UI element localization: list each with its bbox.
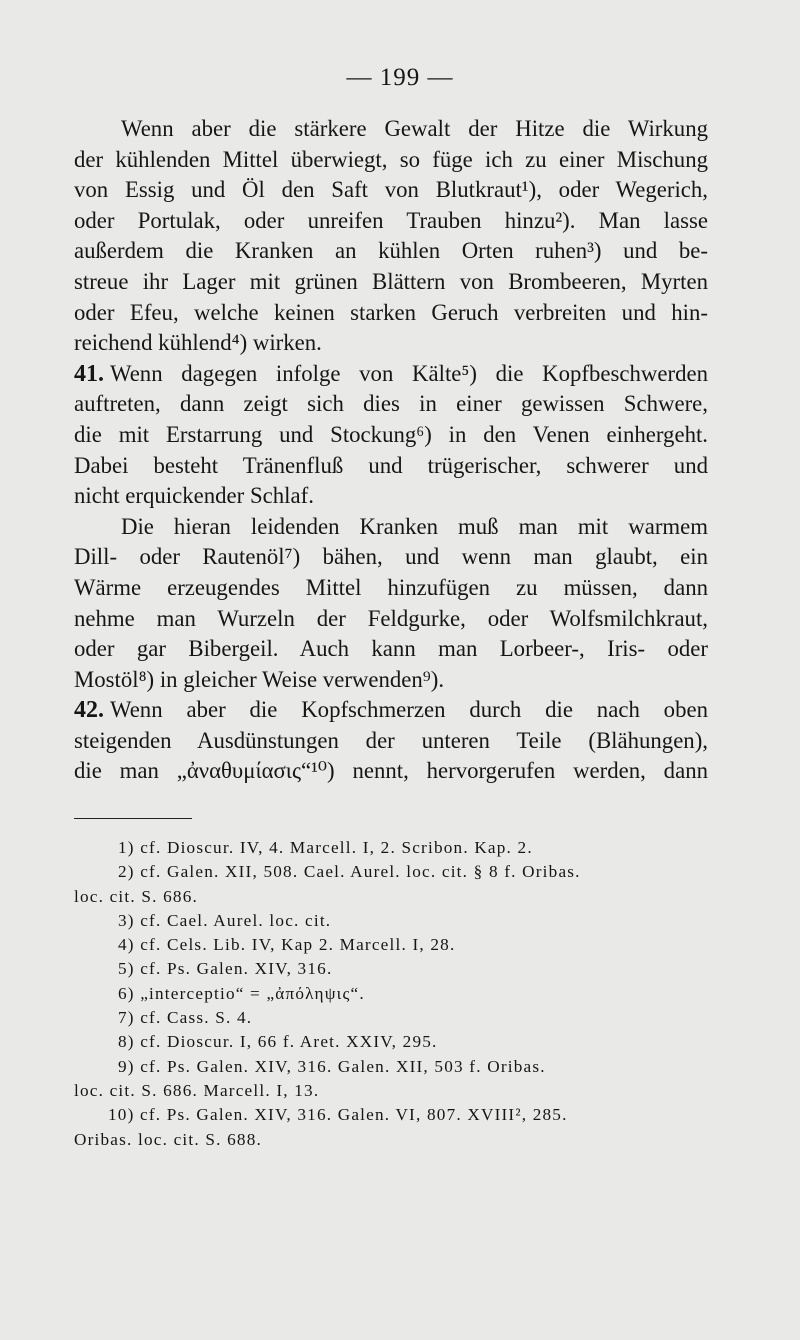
paragraph-4-line: Wenn aber die Kopfschmerzen durch die nach oben [110,697,708,723]
paragraph-2-line: auftreten, dann zeigt sich dies in einer gewissen Schwere, [74,391,708,417]
paragraph-4-line: die man „ἀναθυμίασις“¹⁰) nennt, hervorgerufen werden, dann [74,758,708,784]
paragraph-1-line: reichend kühlend⁴) wirken. [74,330,322,356]
footnote-6: 6) „interceptio“ = „ἀπόληψις“. [118,983,365,1003]
paragraph-2-line: nicht erquickender Schlaf. [74,483,314,509]
paragraph-2-line: Dabei besteht Tränenfluß und trügerischer, schwerer und [74,452,708,478]
paragraph-1-line: oder Portulak, oder unreifen Trauben hinzu²). Man lasse [74,207,708,233]
paragraph-1-line: der kühlenden Mittel überwiegt, so füge ich zu einer Mischung [74,146,708,172]
section-42-first-line [74,695,708,726]
paragraph-3-line: oder gar Bibergeil. Auch kann man Lorbeer-, Iris- oder [74,636,708,662]
page-number: — 199 — [346,64,454,91]
paragraph-3-line: Die hieran leidenden Kranken muß man mit warmem [121,513,708,539]
footnote-1: 1) cf. Dioscur. IV, 4. Marcell. I, 2. Scribon. Kap. 2. [118,838,533,857]
footnote-4: 4) cf. Cels. Lib. IV, Kap 2. Marcell. I, 28. [118,935,456,955]
main-text [74,114,708,787]
paragraph-1-line: oder Efeu, welche keinen starken Geruch verbreiten und hin- [74,299,708,325]
footnote-10: 10) cf. Ps. Galen. XIV, 316. Galen. VI, 807. XVIII², 285. [108,1105,568,1125]
footnote-divider [74,818,192,819]
footnote-7: 7) cf. Cass. S. 4. [118,1008,253,1028]
paragraph-2-line: die mit Erstarrung und Stockung⁶) in den Venen einhergeht. [74,421,708,447]
section-41-first-line [74,359,708,390]
section-number-42: 42. [74,697,104,724]
paragraph-3-line: nehme man Wurzeln der Feldgurke, oder Wolfsmilchkraut, [74,605,708,631]
paragraph-3-line: Wärme erzeugendes Mittel hinzufügen zu müssen, dann [74,574,708,600]
paragraph-1-line: Wenn aber die stärkere Gewalt der Hitze die Wirkung [121,116,708,141]
paragraph-3-line: Dill- oder Rautenöl⁷) bähen, und wenn man glaubt, ein [74,544,708,570]
footnote-3: 3) cf. Cael. Aurel. loc. cit. [118,910,332,930]
footnote-2: 2) cf. Galen. XII, 508. Cael. Aurel. loc. cit. § 8 f. Oribas. [118,862,581,882]
footnote-9-continued: loc. cit. S. 686. Marcell. I, 13. [74,1080,320,1100]
footnote-2-continued: loc. cit. S. 686. [74,886,198,906]
paragraph-1-line: streue ihr Lager mit grünen Blättern von Brombeeren, Myrten [74,268,708,294]
paragraph-3-line: Mostöl⁸) in gleicher Weise verwenden⁹). [74,666,445,692]
paragraph-1-line: außerdem die Kranken an kühlen Orten ruhen³) und be- [74,238,708,264]
footnote-8: 8) cf. Dioscur. I, 66 f. Aret. XXIV, 295. [118,1032,438,1052]
footnote-10-continued: Oribas. loc. cit. S. 688. [74,1129,263,1149]
footnote-5: 5) cf. Ps. Galen. XIV, 316. [118,959,333,979]
footnotes [74,836,708,1152]
section-number-41: 41. [74,360,104,387]
paragraph-2-line: Wenn dagegen infolge von Kälte⁵) die Kopfbeschwerden [110,360,708,386]
footnote-9: 9) cf. Ps. Galen. XIV, 316. Galen. XII, 503 f. Oribas. [118,1056,546,1076]
paragraph-4-line: steigenden Ausdünstungen der unteren Teile (Blähungen), [74,727,708,753]
paragraph-1-line: von Essig und Öl den Saft von Blutkraut¹), oder Wegerich, [74,177,708,203]
